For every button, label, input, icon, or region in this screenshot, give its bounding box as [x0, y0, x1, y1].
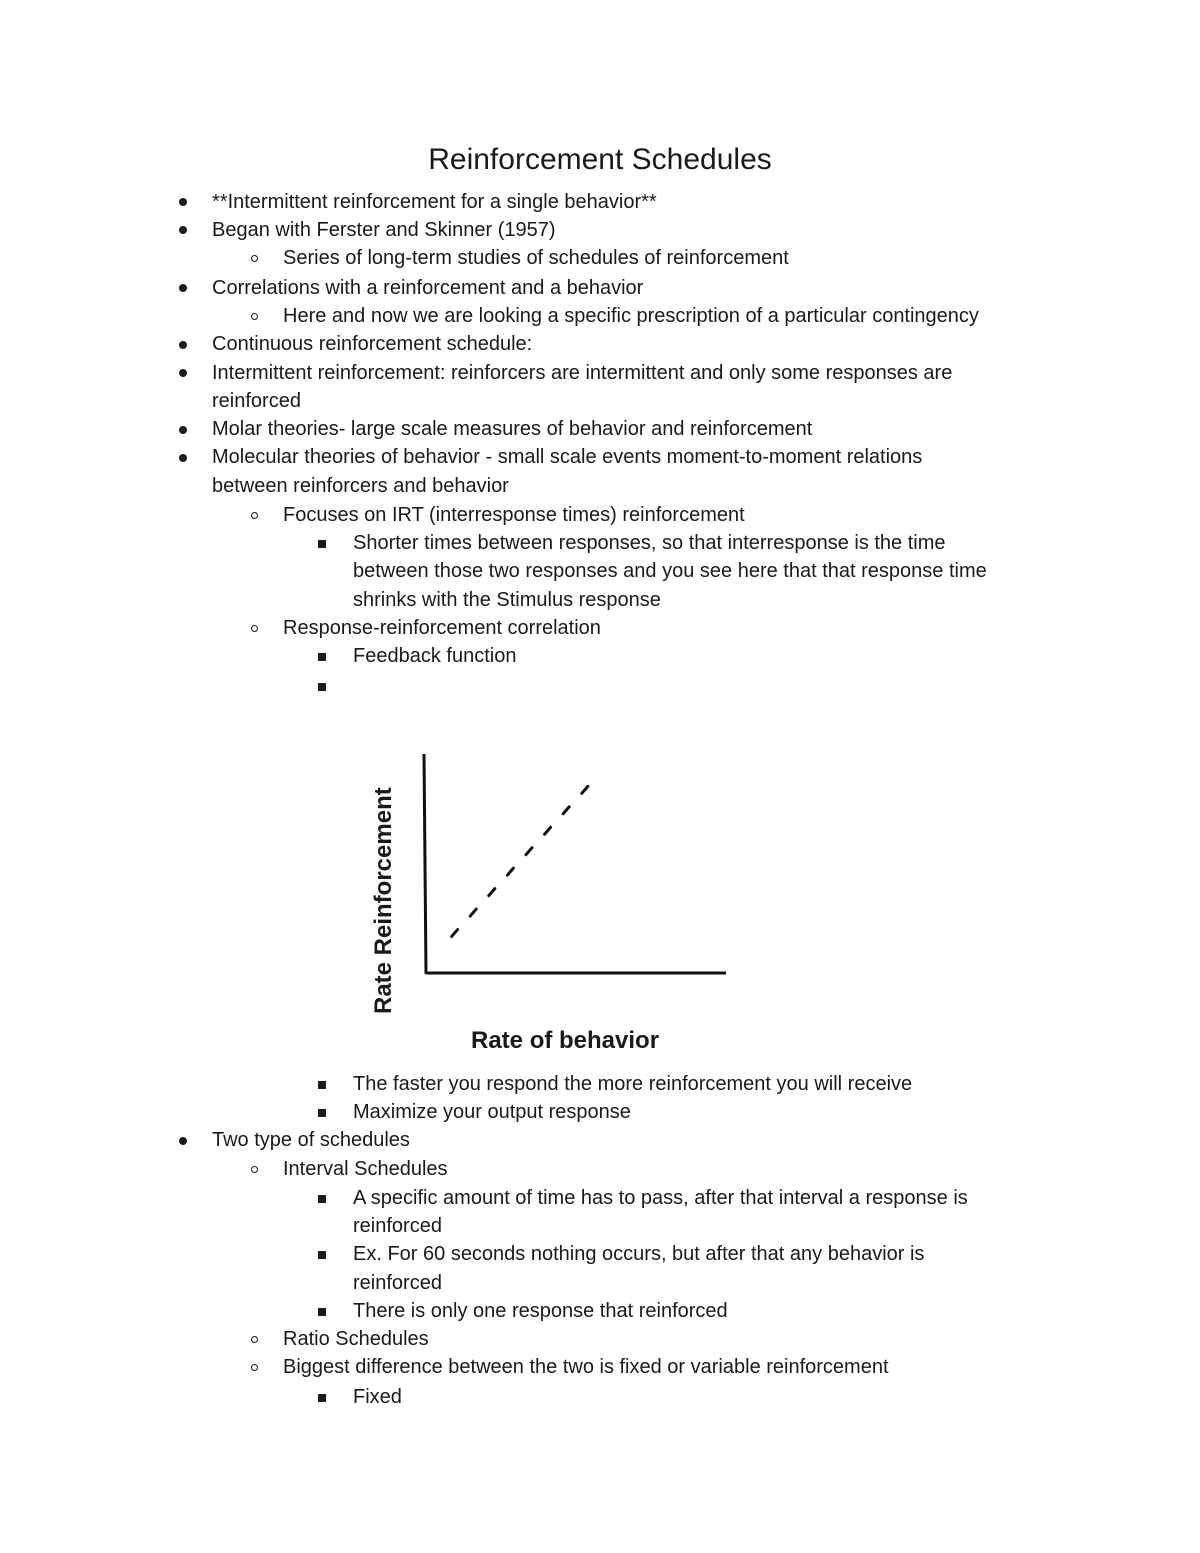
bullet-square — [318, 1251, 326, 1259]
list-item: Molecular theories of behavior - small scale events moment-to-moment relations — [212, 446, 923, 468]
bullet-dot — [179, 226, 187, 234]
bullet-square — [318, 540, 326, 548]
list-item: Interval Schedules — [283, 1158, 448, 1180]
x-axis-label: Rate of behavior — [471, 1027, 660, 1054]
list-item-continued: between reinforcers and behavior — [212, 475, 509, 497]
list-item: Fixed — [353, 1386, 402, 1408]
bullet-square — [318, 653, 326, 661]
bullet-dot — [179, 284, 187, 292]
list-item: Continuous reinforcement schedule: — [212, 333, 533, 355]
data-marks — [452, 786, 588, 936]
y-axis — [424, 754, 426, 974]
list-item: Maximize your output response — [353, 1101, 631, 1123]
bullet-circle — [251, 1166, 258, 1173]
list-item: Ex. For 60 seconds nothing occurs, but after that any behavior is — [353, 1243, 925, 1265]
bullet-circle — [251, 625, 258, 632]
list-item: Molar theories- large scale measures of behavior and reinforcement — [212, 418, 813, 440]
list-item: Began with Ferster and Skinner (1957) — [212, 219, 556, 241]
bullet-dot — [179, 1137, 187, 1145]
list-item-continued: shrinks with the Stimulus response — [353, 589, 661, 611]
list-item: Shorter times between responses, so that interresponse is the time — [353, 532, 946, 554]
list-item-continued: reinforced — [353, 1272, 442, 1294]
bullet-square — [318, 1109, 326, 1117]
list-item: Feedback function — [353, 645, 517, 667]
bullet-square — [318, 1195, 326, 1203]
data-point — [470, 909, 476, 916]
bullet-circle — [251, 255, 258, 262]
bullet-dot — [179, 198, 187, 206]
data-point — [489, 889, 495, 896]
list-item-continued: reinforced — [212, 390, 301, 412]
bullet-square — [318, 1394, 326, 1402]
bullet-circle — [251, 512, 258, 519]
bullet-dot — [179, 426, 187, 434]
page-title: Reinforcement Schedules — [428, 143, 772, 176]
list-item-continued: reinforced — [353, 1215, 442, 1237]
bullet-circle — [251, 1364, 258, 1371]
bullet-dot — [179, 454, 187, 462]
data-point — [507, 868, 513, 875]
bullet-square — [318, 683, 326, 691]
bullet-circle — [251, 1336, 258, 1343]
list-item: Intermittent reinforcement: reinforcers are intermittent and only some responses are — [212, 362, 953, 384]
bullet-dot — [179, 341, 187, 349]
y-axis-label: Rate Reinforcement — [370, 787, 397, 1014]
list-item: Ratio Schedules — [283, 1328, 429, 1350]
list-item: Here and now we are looking a specific prescription of a particular contingency — [283, 305, 979, 327]
list-item: Focuses on IRT (interresponse times) reinforcement — [283, 504, 745, 526]
list-item: A specific amount of time has to pass, after that interval a response is — [353, 1187, 968, 1209]
bullet-square — [318, 1081, 326, 1089]
bullet-dot — [179, 369, 187, 377]
list-item: Series of long-term studies of schedules of reinforcement — [283, 247, 789, 269]
data-point — [582, 786, 588, 793]
feedback-function-chart — [360, 740, 760, 1070]
data-point — [563, 807, 569, 814]
data-point — [452, 930, 458, 937]
list-item: Biggest difference between the two is fixed or variable reinforcement — [283, 1356, 889, 1378]
bullet-square — [318, 1308, 326, 1316]
list-item: There is only one response that reinforced — [353, 1300, 728, 1322]
data-point — [545, 827, 551, 834]
chart-svg — [360, 740, 760, 1070]
list-item: The faster you respond the more reinforcement you will receive — [353, 1073, 913, 1095]
list-item: Correlations with a reinforcement and a behavior — [212, 277, 644, 299]
list-item: Two type of schedules — [212, 1129, 410, 1151]
list-item: Response-reinforcement correlation — [283, 617, 601, 639]
data-point — [526, 848, 532, 855]
bullet-circle — [251, 313, 258, 320]
list-item: **Intermittent reinforcement for a single behavior** — [212, 191, 657, 213]
list-item-continued: between those two responses and you see here that that response time — [353, 560, 987, 582]
